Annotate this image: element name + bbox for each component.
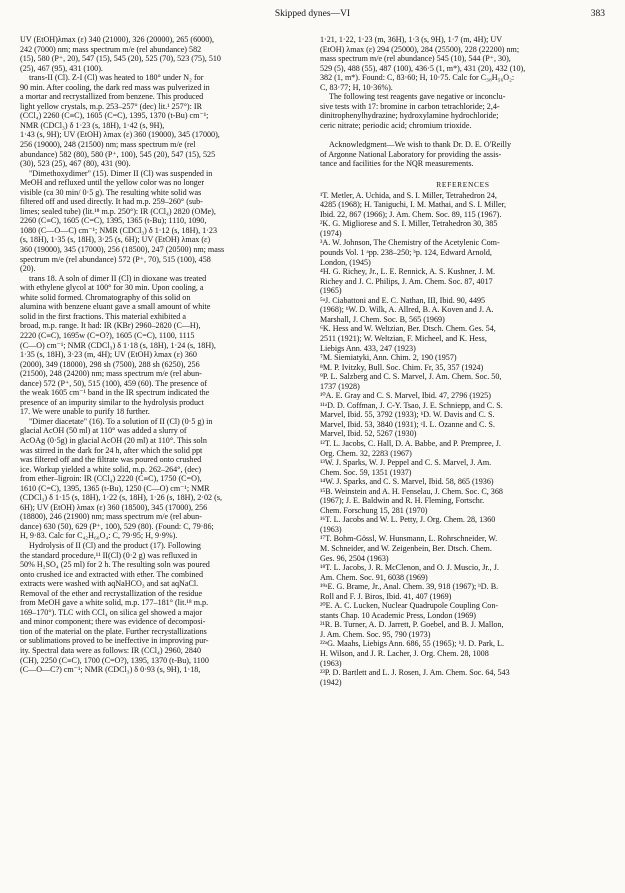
text-line: tance and facilities for the NQR measurements. xyxy=(320,159,474,169)
text-line: presence of an impurity similar to the hydrolysis product xyxy=(20,397,204,407)
text-line: 1·35 (s, 18H), 3·23 (m, 4H); UV (EtOH) λmax (ε) 360 xyxy=(20,350,197,360)
text-line: Chem. Soc. 59, 1351 (1937) xyxy=(320,467,412,477)
text-line: ⁷M. Siemiatyki, Ann. Chim. 2, 190 (1957) xyxy=(320,353,457,363)
text-line: (CDCl₃) δ 1·15 (s, 18H), 1·22 (s, 18H), 1·26 (s, 18H), 2·02 (s, xyxy=(20,493,222,503)
text-line: 382 (1, m*). Found: C, 83·60; H, 10·75. Calc for C₃₈H₅₆O₂: xyxy=(320,73,515,83)
text-line: 90 min. After cooling, the dark red mass was pulverized in xyxy=(20,82,210,92)
text-line: Marvel, Ibid. 53, 3840 (1931); ᶜI. L. Ozanne and C. S. xyxy=(320,419,495,429)
text-line: (1974) xyxy=(320,228,342,238)
text-line: Liebigs Ann. 433, 247 (1923) xyxy=(320,343,416,353)
text-line: ¹⁵B. Weinstein and A. H. Fenselau, J. Chem. Soc. C, 368 xyxy=(320,486,503,496)
text-line: ¹⁸T. L. Jacobs, J. R. McClenon, and O. J. Muscio, Jr., J. xyxy=(320,563,499,573)
text-line: (1968); ᵇW. D. Wilk, A. Allred, B. A. Koven and J. A. xyxy=(320,305,494,315)
text-line: (1965) xyxy=(320,286,342,296)
text-line: ⁸M. P. Ivitzky, Bull. Soc. Chim. Fr, 35, 357 (1924) xyxy=(320,362,484,372)
text-line: visible (ca 30 min/ 0·5 g). The resulting white solid was xyxy=(20,187,202,197)
blank-line xyxy=(320,130,606,140)
text-line: glacial AcOH (50 ml) at 110° was added a slurry of xyxy=(20,426,187,436)
text-line: MeOH and refluxed until the yellow color was no longer xyxy=(20,178,205,188)
text-line: (1963) xyxy=(320,658,342,668)
text-line: filtered off and used directly. It had m.p. 259–260° (sub- xyxy=(20,197,203,207)
text-line: onto crushed ice and extracted with ether. The combined xyxy=(20,569,204,579)
text-line: stants Chap. 10 Academic Press, London (1969) xyxy=(320,610,477,620)
text-line: ceric nitrate; periodic acid; chromium trioxide. xyxy=(320,120,472,130)
text-line: ²³P. D. Bartlett and L. J. Rosen, J. Am. Chem. Soc. 64, 543 xyxy=(320,668,510,678)
text-line: (CH), 2250 (C≡C), 1700 (C=O?), 1395, 1370 (t-Bu), 1100 xyxy=(20,655,209,665)
text-line: Roll and F. J. Biros, Ibid. 41, 407 (1969) xyxy=(320,591,452,601)
right-column xyxy=(320,35,606,687)
text-line: white solid formed. Chromatography of this solid on xyxy=(20,292,191,302)
text-line: from MeOH gave a white solid, m.p. 177–181° (lit.¹⁸ m.p. xyxy=(20,598,209,608)
text-line: 1·43 (s, 9H); UV (EtOH) λmax (ε) 360 (19000), 345 (17000), xyxy=(20,130,220,140)
references-heading: REFERENCES xyxy=(436,180,490,190)
text-line: the weak 1605 cm⁻¹ band in the IR spectrum indicated the xyxy=(20,388,210,398)
text-line: J. Am. Chem. Soc. 95, 790 (1973) xyxy=(320,629,431,639)
text-line: (C—O) cm⁻¹; NMR (CDCl₃) δ 1·18 (s, 18H), 1·24 (s, 18H), xyxy=(20,340,216,350)
blank-line xyxy=(320,169,606,179)
text-line: 256 (19000), 248 (21500) nm; mass spectrum m/e (rel xyxy=(20,140,196,150)
text-line: (C—O—C?) cm⁻¹; NMR (CDCl₃) δ 0·93 (s, 9H), 1·18, xyxy=(20,665,201,675)
text-line: sive tests with 17: bromine in carbon tetrachloride; 2,4- xyxy=(320,101,500,111)
text-line: Removal of the ether and recrystallization of the residue xyxy=(20,588,203,598)
text-line: trans-II (Cl). Z-I (Cl) was heated to 180° under N₂ for xyxy=(29,73,204,83)
text-line: ²²ᵃG. Maahs, Liebigs Ann. 686, 55 (1965); ᵇJ. D. Park, L. xyxy=(320,639,505,649)
text-line: (EtOH) λmax (ε) 294 (25000), 284 (25500), 228 (22200) nm; xyxy=(320,44,520,54)
text-line: (CCl₄) 2260 (C≡C), 1605 (C=C), 1395, 1370 (t-Bu) cm⁻¹; xyxy=(20,111,209,121)
text-line: limes; sealed tube) (lit.¹⁸ m.p. 250°): IR (CCl₄) 2820 (OMe), xyxy=(20,206,216,216)
text-line: broad, m.p. range. It had: IR (KBr) 2960–2820 (C—H), xyxy=(20,321,201,331)
text-line: or sublimations proved to be ineffective in improving pur- xyxy=(20,636,209,646)
text-line: ice. Workup yielded a white solid, m.p. 262–264°, (dec) xyxy=(20,464,202,474)
text-line: with ethylene glycol at 100° for 30 min. Upon cooling, a xyxy=(20,283,204,293)
text-line: H. Wilson, and J. R. Lacher, J. Org. Chem. 28, 1008 xyxy=(320,649,489,658)
text-line: ity. Spectral data were as follows: IR (CCl₄) 2960, 2840 xyxy=(20,646,201,655)
text-line: solid in the first fractions. This material exhibited a xyxy=(20,311,186,321)
text-line: ⁴H. G. Richey, Jr., L. E. Rennick, A. S. Kushner, J. M. xyxy=(320,267,496,277)
text-line: was stirred in the dark for 24 h, after which the solid ppt xyxy=(20,445,203,455)
text-line: The following test reagents gave negative or inconclu- xyxy=(329,92,506,102)
text-line: 1610 (C=C), 1395, 1365 (t-Bu), 1250 (C—O) cm⁻¹; NMR xyxy=(20,483,210,493)
text-line: 2260 (C≡C), 1605 (C=C), 1395, 1365 (t-Bu); 1110, 1090, xyxy=(20,216,207,226)
text-line: (25), 467 (95), 431 (100). xyxy=(20,63,103,73)
text-line: (21500), 248 (24200) nm; mass spectrum m/e (rel abun- xyxy=(20,369,202,379)
text-line: ²⁰E. A. C. Lucken, Nuclear Quadrupole Coupling Con- xyxy=(320,601,499,611)
text-line: C, 83·77; H, 10·36%). xyxy=(320,82,393,92)
text-line: ⁹P. L. Salzberg and C. S. Marvel, J. Am. Chem. Soc. 50, xyxy=(320,372,502,382)
text-line: trans 18. A soln of dimer II (Cl) in dioxane was treated xyxy=(29,273,207,283)
text-line: Acknowledgment—We wish to thank Dr. D. E. O'Reilly xyxy=(329,140,511,150)
text-line: Marshall, J. Chem. Soc. B, 565 (1969) xyxy=(320,314,445,324)
text-line: M. Schneider, and W. Zeigenbein, Ber. Dtsch. Chem. xyxy=(320,543,492,553)
text-line: Hydrolysis of II (Cl) and the product (17). Following xyxy=(29,540,201,550)
text-line: ¹⁶T. L. Jacobs and W. L. Petty, J. Org. Chem. 28, 1360 xyxy=(320,515,496,525)
text-line: light yellow crystals, m.p. 253–257° (dec) lit.¹ 257°): IR xyxy=(20,101,202,111)
text-line: alumina with benzene eluant gave a small amount of white xyxy=(20,302,211,312)
text-line: 2511 (1921); W. Weltzian, F. Micheel, and K. Hess, xyxy=(320,333,487,343)
text-line: 1737 (1928) xyxy=(320,381,360,391)
page-number: 383 xyxy=(590,9,605,19)
text-line: 50% H₂SO₄ (25 ml) for 2 h. The resulting soln was poured xyxy=(20,560,210,570)
text-line: ¹T. Metler, A. Uchida, and S. I. Miller, Tetrahedron 24, xyxy=(320,190,497,200)
text-line: (20). xyxy=(20,264,36,274)
running-title: Skipped dynes—VI xyxy=(274,9,351,19)
text-line: 169–170°). TLC with CCl₄ on silica gel showed a major xyxy=(20,607,203,617)
text-line: AcOAg (0·5g) in glacial AcOH (20 ml) at 110°. This soln xyxy=(20,435,207,445)
text-line: mass spectrum m/e (rel abundance) 545 (10), 544 (P⁺, 30), xyxy=(320,54,511,64)
text-line: (1942) xyxy=(320,677,342,687)
text-line: was filtered off and the filtrate was poured onto crushed xyxy=(20,455,202,465)
text-line: Marvel, Ibid. 52, 5267 (1930) xyxy=(320,429,417,439)
text-line: "Dimer diacetate" (16). To a solution of II (Cl) (0·5 g) in xyxy=(29,416,213,426)
text-line: dinitrophenylhydrazine; hydroxylamine hydrochloride; xyxy=(320,111,499,121)
text-line: spectrum m/e (rel abundance) 572 (P⁺, 70), 515 (100), 458 xyxy=(20,254,211,264)
text-line: ¹⁰A. E. Gray and C. S. Marvel, Ibid. 47, 2796 (1925) xyxy=(320,391,491,401)
text-line: tion of the material on the plate. Further recrystallizations xyxy=(20,626,207,636)
text-line: Am. Chem. Soc. 91, 6038 (1969) xyxy=(320,572,428,582)
text-line: Chem. Forschung 15, 281 (1970) xyxy=(320,505,428,515)
text-line: 4285 (1968); H. Taniguchi, I. M. Mathai, and S. I. Miller, xyxy=(320,200,506,210)
text-line: London, (1945) xyxy=(320,257,371,267)
text-line: UV (EtOH)λmax (ε) 340 (21000), 326 (20000), 265 (6000), xyxy=(20,35,214,44)
text-line: 17. We were unable to purify 18 further. xyxy=(20,407,150,417)
text-line: Ibid. 22, 867 (1966); J. Am. Chem. Soc. 89, 115 (1967). xyxy=(320,209,502,219)
text-line: Org. Chem. 32, 2283 (1967) xyxy=(320,448,412,458)
text-line: Richey and J. C. Philips, J. Am. Chem. Soc. 87, 4017 xyxy=(320,276,493,286)
text-line: (30), 523 (25), 467 (80), 431 (90). xyxy=(20,159,131,169)
text-line: ¹⁹ᵃE. G. Brame, Jr., Anal. Chem. 39, 918 (1967); ᵇD. B. xyxy=(320,582,499,592)
text-line: pounds Vol. 1 ᵃpp. 238–250; ᵇp. 124, Edward Arnold, xyxy=(320,248,492,258)
text-line: the standard procedure,¹¹ II(Cl) (0·2 g) was refluxed in xyxy=(20,550,198,560)
text-line: NMR (CDCl₃) δ 1·23 (s, 18H), 1·42 (s, 9H), xyxy=(20,120,165,130)
text-line: from ether–ligroin: IR (CCl₄) 2220 (C≡C), 1750 (C=O), xyxy=(20,474,202,484)
text-line: ¹¹ᵃD. D. Coffman, J. C-Y. Tsao, J. E. Schniepp, and C. S. xyxy=(320,400,503,410)
text-line: and minor component; there was evidence of decomposi- xyxy=(20,617,206,627)
text-line: H, 9·83. Calc for C₄₂H₆₀O₄: C, 79·95; H, 9·9%). xyxy=(20,531,178,541)
text-line: 360 (19000), 345 (17000), 256 (18500), 247 (20500) nm; mass xyxy=(20,245,225,255)
text-line: Ges. 96, 2504 (1963) xyxy=(320,553,389,563)
text-line: ²¹R. B. Turner, A. D. Jarrett, P. Goebel, and B. J. Mallon, xyxy=(320,620,504,630)
text-line: ³A. W. Johnson, The Chemistry of the Acetylenic Com- xyxy=(320,238,500,248)
text-line: abundance) 582 (80), 580 (P⁺, 100), 545 (20), 547 (15), 525 xyxy=(20,149,216,159)
text-line: 1·21, 1·22, 1·23 (m, 36H), 1·3 (s, 9H), 1·7 (m, 4H); UV xyxy=(320,35,503,44)
text-line: (15), 580 (P⁺, 20), 547 (15), 545 (20), 525 (70), 523 (75), 510 xyxy=(20,54,221,64)
text-line: ²K. G. Migliorese and S. I. Miller, Tetrahedron 30, 385 xyxy=(320,219,498,229)
left-column xyxy=(20,35,306,675)
text-line: dance) 630 (50), 629 (P⁺, 100), 529 (80). (Found: C, 79·86; xyxy=(20,521,214,531)
text-line: "Dimethoxydimer" (15). Dimer II (Cl) was suspended in xyxy=(29,168,213,178)
text-line: 2220 (C≡C), 1695w (C=O?), 1605 (C=C), 1100, 1115 xyxy=(20,330,195,340)
text-line: (1963) xyxy=(320,524,342,534)
text-line: (18800), 246 (21900) nm; mass spectrum m/e (rel abun- xyxy=(20,512,202,522)
text-line: extracts were washed with aqNaHCO₃ and sat aqNaCl. xyxy=(20,579,199,589)
text-line: of Argonne National Laboratory for providing the assis- xyxy=(320,149,502,159)
text-line: a mortar and recrystallized from benzene. This produced xyxy=(20,92,204,102)
text-line: ¹²T. L. Jacobs, C. Hall, D. A. Babbe, and P. Prempree, J. xyxy=(320,438,501,448)
text-line: ¹⁷T. Bohm-Gössl, W. Hunsmann, L. Rohrschneider, W. xyxy=(320,534,498,544)
text-line: ¹⁴W. J. Sparks, and C. S. Marvel, Ibid. 58, 865 (1936) xyxy=(320,477,494,487)
running-header xyxy=(0,9,625,23)
text-line: 1080 (C—O—C) cm⁻¹; NMR (CDCl₃) δ 1·12 (s, 18H), 1·23 xyxy=(20,225,218,235)
text-line: 529 (5), 488 (55), 487 (100), 436·5 (1, m*), 431 (20), 432 (10), xyxy=(320,63,526,73)
text-line: dance) 572 (P⁺, 50), 515 (100), 459 (60). The presence of xyxy=(20,378,208,388)
text-line: ¹³W. J. Sparks, W. J. Peppel and C. S. Marvel, J. Am. xyxy=(320,458,492,468)
text-line: Marvel, Ibid. 55, 3792 (1933); ᵇD. W. Davis and C. S. xyxy=(320,410,495,420)
text-line: 242 (7000) nm; mass spectrum m/e (rel abundance) 582 xyxy=(20,44,202,54)
text-line: (2000), 349 (18000), 298 sh (7500), 288 sh (6250), 256 xyxy=(20,359,200,369)
text-line: (s, 18H), 1·35 (s, 18H), 3·25 (s, 6H); UV (EtOH) λmax (ε) xyxy=(20,235,211,245)
text-line: 6H); UV (EtOH) λmax (ε) 360 (18500), 345 (17000), 256 xyxy=(20,502,208,512)
text-line: (1967); J. E. Baldwin and R. H. Fleming, Fortschr. xyxy=(320,496,485,506)
text-line: ⁵ᵃJ. Ciabattoni and E. C. Nathan, III, Ibid. 90, 4495 xyxy=(320,295,486,305)
text-line: ⁶K. Hess and W. Weltzian, Ber. Dtsch. Chem. Ges. 54, xyxy=(320,324,496,334)
